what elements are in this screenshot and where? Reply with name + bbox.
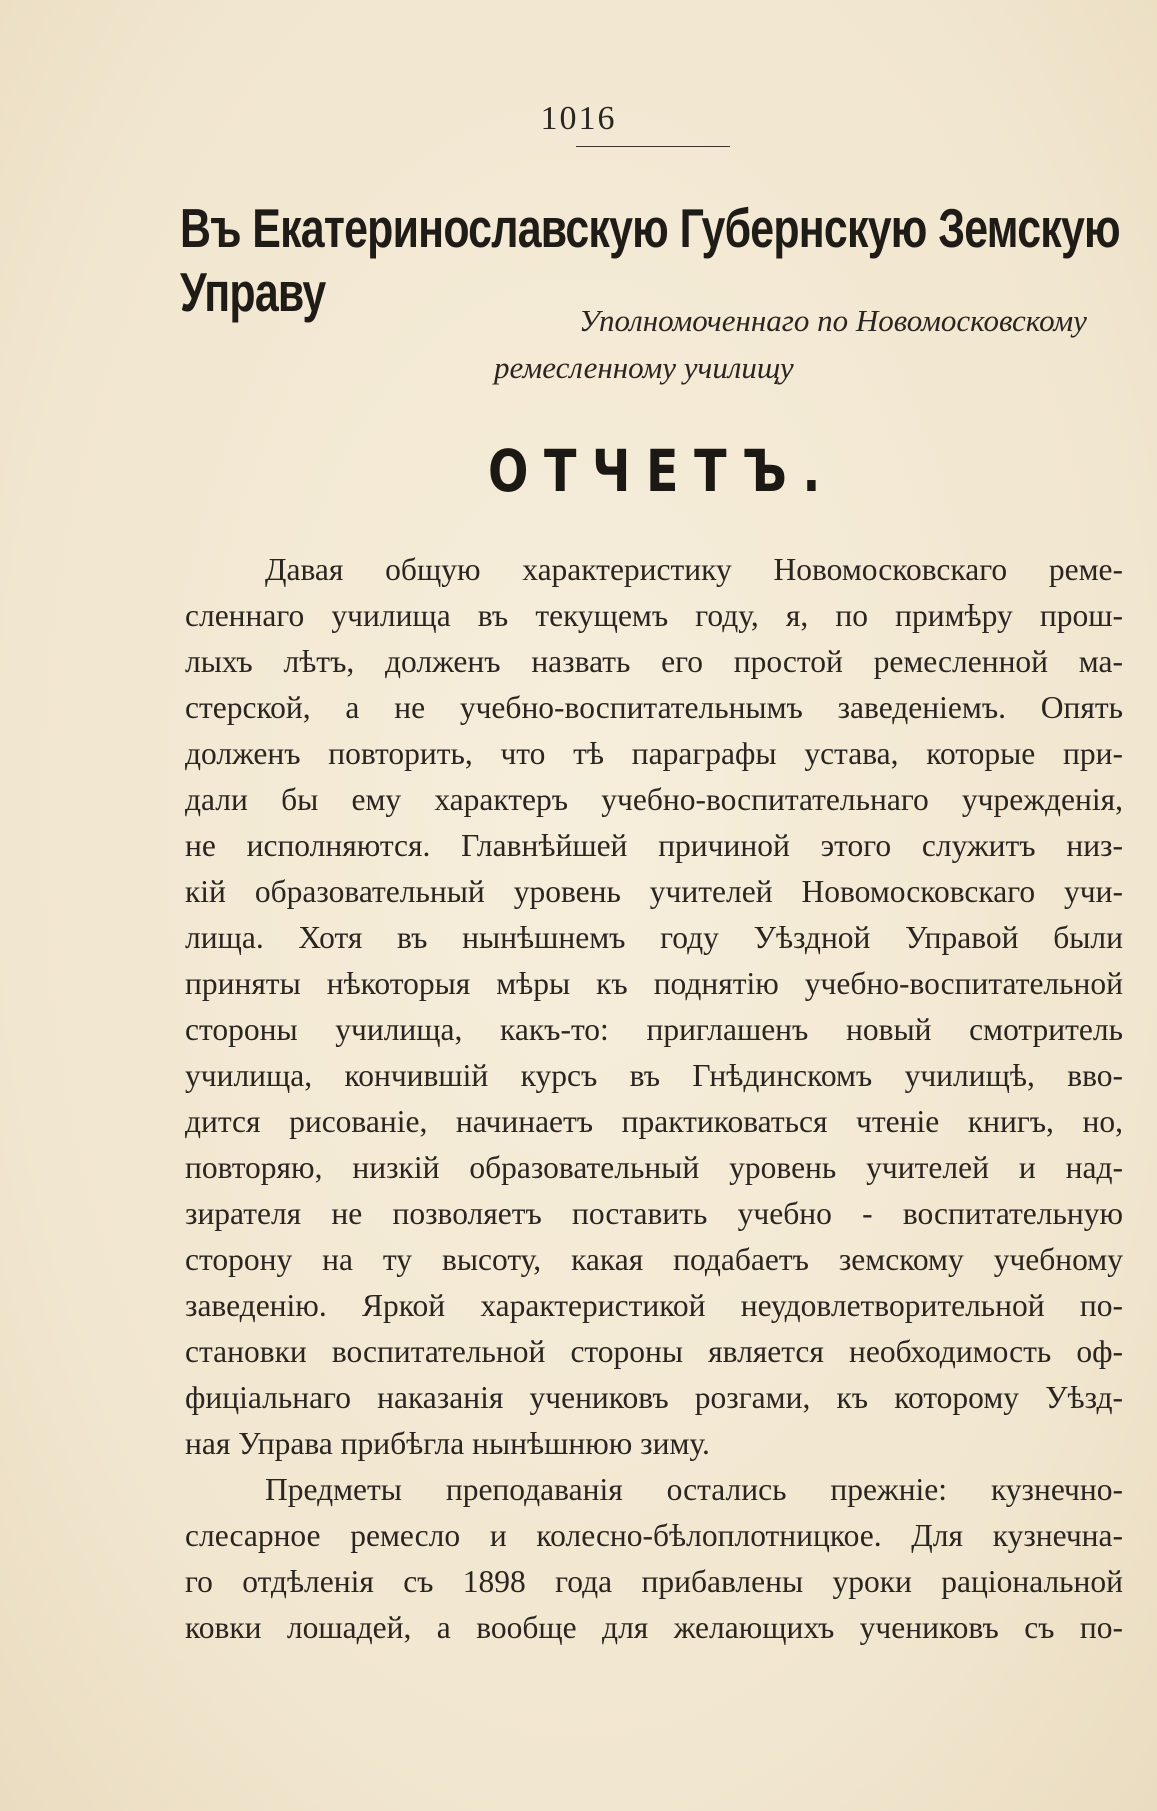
- author-line-1: Уполномоченнаго по Новомосковскому: [579, 303, 1087, 338]
- body-line: го отдѣленія съ 1898 года прибавлены уроки раціональной: [185, 1564, 1123, 1599]
- page-number-rule: [576, 146, 730, 147]
- body-line: становки воспитательной стороны является необходимость оф-: [185, 1334, 1123, 1369]
- body-line: дали бы ему характеръ учебно-воспитательнаго учрежденія,: [185, 782, 1123, 817]
- report-title: ОТЧЕТЪ.: [488, 437, 837, 505]
- body-line: приняты нѣкоторыя мѣры къ поднятію учебно-воспитательной: [185, 966, 1123, 1001]
- page-number: 1016: [540, 100, 617, 137]
- body-line: ная Управа прибѣгла нынѣшнюю зиму.: [185, 1426, 710, 1461]
- body-line: Предметы преподаванія остались прежніе: кузнечно-: [265, 1472, 1123, 1507]
- body-line: не исполняются. Главнѣйшей причиной этого служитъ низ-: [185, 828, 1123, 863]
- body-line: заведенію. Яркой характеристикой неудовлетворительной по-: [185, 1288, 1123, 1323]
- body-line: зирателя не позволяетъ поставить учебно - воспитательную: [185, 1196, 1123, 1231]
- addressee-heading: Въ Екатеринославскую Губернскую Земскую Управу: [180, 197, 1120, 323]
- body-line: ковки лошадей, а вообще для желающихъ учениковъ съ по-: [185, 1610, 1123, 1645]
- body-text: [185, 552, 1123, 1652]
- body-line: лища. Хотя въ нынѣшнемъ году Уѣздной Управой были: [185, 920, 1123, 955]
- body-line: сторону на ту высоту, какая подабаетъ земскому учебному: [185, 1242, 1123, 1277]
- body-line: кій образовательный уровень учителей Новомосковскаго учи-: [185, 874, 1123, 909]
- body-line: дится рисованіе, начинаетъ практиковаться чтеніе книгъ, но,: [185, 1104, 1123, 1139]
- body-line: Давая общую характеристику Новомосковскаго реме-: [265, 552, 1123, 587]
- body-line: фиціальнаго наказанія учениковъ розгами, къ которому Уѣзд-: [185, 1380, 1123, 1415]
- body-line: слесарное ремесло и колесно-бѣлоплотницкое. Для кузнечна-: [185, 1518, 1123, 1553]
- body-line: стерской, а не учебно-воспитательнымъ заведеніемъ. Опять: [185, 690, 1123, 725]
- author-line-2: ремесленному училищу: [494, 350, 794, 385]
- body-line: лыхъ лѣтъ, долженъ назвать его простой ремесленной ма-: [185, 644, 1123, 679]
- body-line: училища, кончившій курсъ въ Гнѣдинскомъ училищѣ, вво-: [185, 1058, 1123, 1093]
- body-line: сленнаго училища въ текущемъ году, я, по примѣру прош-: [185, 598, 1123, 633]
- body-line: долженъ повторить, что тѣ параграфы устава, которые при-: [185, 736, 1123, 771]
- body-line: стороны училища, какъ-то: приглашенъ новый смотритель: [185, 1012, 1123, 1047]
- body-line: повторяю, низкій образовательный уровень учителей и над-: [185, 1150, 1123, 1185]
